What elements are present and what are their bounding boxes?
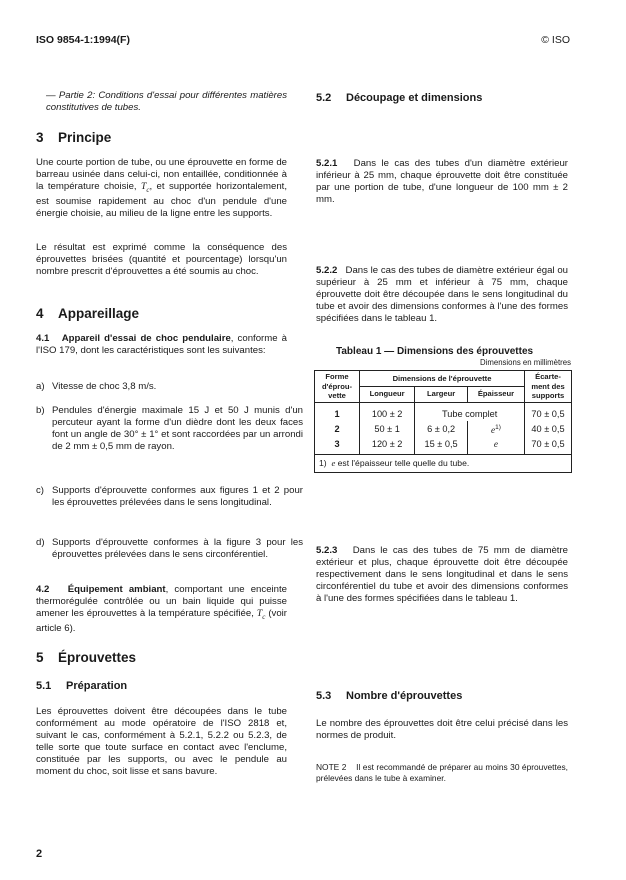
table-title: Tableau 1 — Dimensions des éprouvettes	[336, 346, 534, 357]
header-longueur: Longueur	[360, 386, 415, 402]
header-forme: Forme d'éprou-vette	[315, 371, 360, 403]
table-row: 1 100 ± 2 Tube complet 70 ± 0,5	[315, 402, 572, 421]
table-row: 3 120 ± 2 15 ± 0,5 e 70 ± 0,5	[315, 437, 572, 455]
doc-id: ISO 9854-1:1994(F)	[36, 34, 130, 46]
intro-text: — Partie 2: Conditions d'essai pour différentes matières constitutives de tubes.	[46, 90, 287, 113]
section-4-2: 4.2 Équipement ambiant, comportant une enceinte thermorégulée contrôlée ou un bain liquide qui puisse amener les éprouvettes à la température spécifiée, $T_c$ (voir article 6).	[36, 584, 287, 634]
header-dimensions: Dimensions de l'éprouvette	[360, 371, 525, 387]
header-largeur: Largeur	[415, 386, 468, 402]
section-5-2-1: 5.2.1 Dans le cas des tubes d'un diamètre extérieur inférieur à 25 mm, chaque éprouvette doit être constituée par une portion de tube, d'une longueur de 100 mm ± 2 mm.	[316, 158, 568, 205]
table-footnote: 1) e est l'épaisseur telle quelle du tube.	[315, 454, 572, 472]
list-item-d: d) Supports d'éprouvette conformes à la figure 3 pour les éprouvettes prélevées dans le sens circonférentiel.	[36, 537, 303, 560]
list-item-a: a) Vitesse de choc 3,8 m/s.	[36, 381, 157, 392]
page-number: 2	[36, 848, 43, 860]
section-5-heading: 5 Éprouvettes	[36, 650, 137, 665]
list-item-c: c) Supports d'éprouvette conformes aux figures 1 et 2 pour les éprouvettes prélevées dans le sens longitudinal.	[36, 485, 303, 508]
header-ecartement: Écarte-ment des supports	[525, 371, 572, 403]
table-row: 2 50 ± 1 6 ± 0,2 $e^{1)}$ 40 ± 0,5	[315, 421, 572, 437]
section-4-1: 4.1 Appareil d'essai de choc pendulaire, conforme à l'ISO 179, dont les caractéristiques sont les suivantes:	[36, 333, 288, 356]
section-5-2-heading: 5.2 Découpage et dimensions	[316, 92, 483, 104]
section-4-heading: 4 Appareillage	[36, 306, 140, 321]
section-5-3-heading: 5.3 Nombre d'éprouvettes	[316, 690, 463, 702]
dimensions-table	[314, 370, 572, 473]
section-5-3-para: Le nombre des éprouvettes doit être celui précisé dans les normes de produit.	[316, 718, 568, 741]
section-3-para-2: Le résultat est exprimé comme la conséquence des éprouvettes brisées (quantité et pourcentage) lorsqu'un nombre prescrit d'éprouvettes a été soumis au choc.	[36, 242, 287, 277]
section-5-2-3: 5.2.3 Dans le cas des tubes de 75 mm de diamètre extérieur et plus, chaque éprouvette doit être découpée respectivement dans le sens longitudinal et dans le sens circonférentiel du tube et avoir des dimensions conformes à l'une des formes spécifiées dans le tableau 1.	[316, 545, 568, 604]
copyright: © ISO	[541, 34, 570, 46]
note-2: NOTE 2 Il est recommandé de préparer au moins 30 éprouvettes, prélevées dans le tube à examiner.	[316, 762, 569, 783]
section-5-1-heading: 5.1 Préparation	[36, 680, 128, 692]
section-3-heading: 3 Principe	[36, 130, 112, 145]
table-units: Dimensions en millimètres	[480, 358, 571, 367]
section-5-2-2: 5.2.2 Dans le cas des tubes de diamètre extérieur égal ou supérieur à 25 mm et inférieur à 75 mm, chaque éprouvette doit être découpée dans le sens longitudinal du tube et avoir des dimensions conformes à l'une des formes spécifiées dans le tableau 1.	[316, 265, 568, 324]
section-3-para-1: Une courte portion de tube, ou une éprouvette en forme de barreau usinée dans celui-ci, non entaillée, conditionnée à la température choisie, $T_c$, et supportée horizontalement, est soumise rapidement au choc d'un pendule d'une énergie choisie, au milieu de la ligne entre les supports.	[36, 157, 287, 219]
header-epaisseur: Épaisseur	[467, 386, 524, 402]
list-item-b: b) Pendules d'énergie maximale 15 J et 50 J munis d'un percuteur ayant la forme d'un dièdre dont les deux faces font un angle de 30° ± 1° et sont raccordées par un arrondi de 2 mm ± 0,5 mm de rayon.	[36, 405, 303, 452]
section-5-1-para: Les éprouvettes doivent être découpées dans le tube conformément au mode opératoire de l'ISO 2818 et, suivant le cas, conformément à 5.2.1, 5.2.2 ou 5.2.3, de telle sorte que toute surface en contact avec l'enclume, constituée par les supports, ou avec le pendule au moment du choc, soit lisse et sans bavure.	[36, 706, 287, 777]
